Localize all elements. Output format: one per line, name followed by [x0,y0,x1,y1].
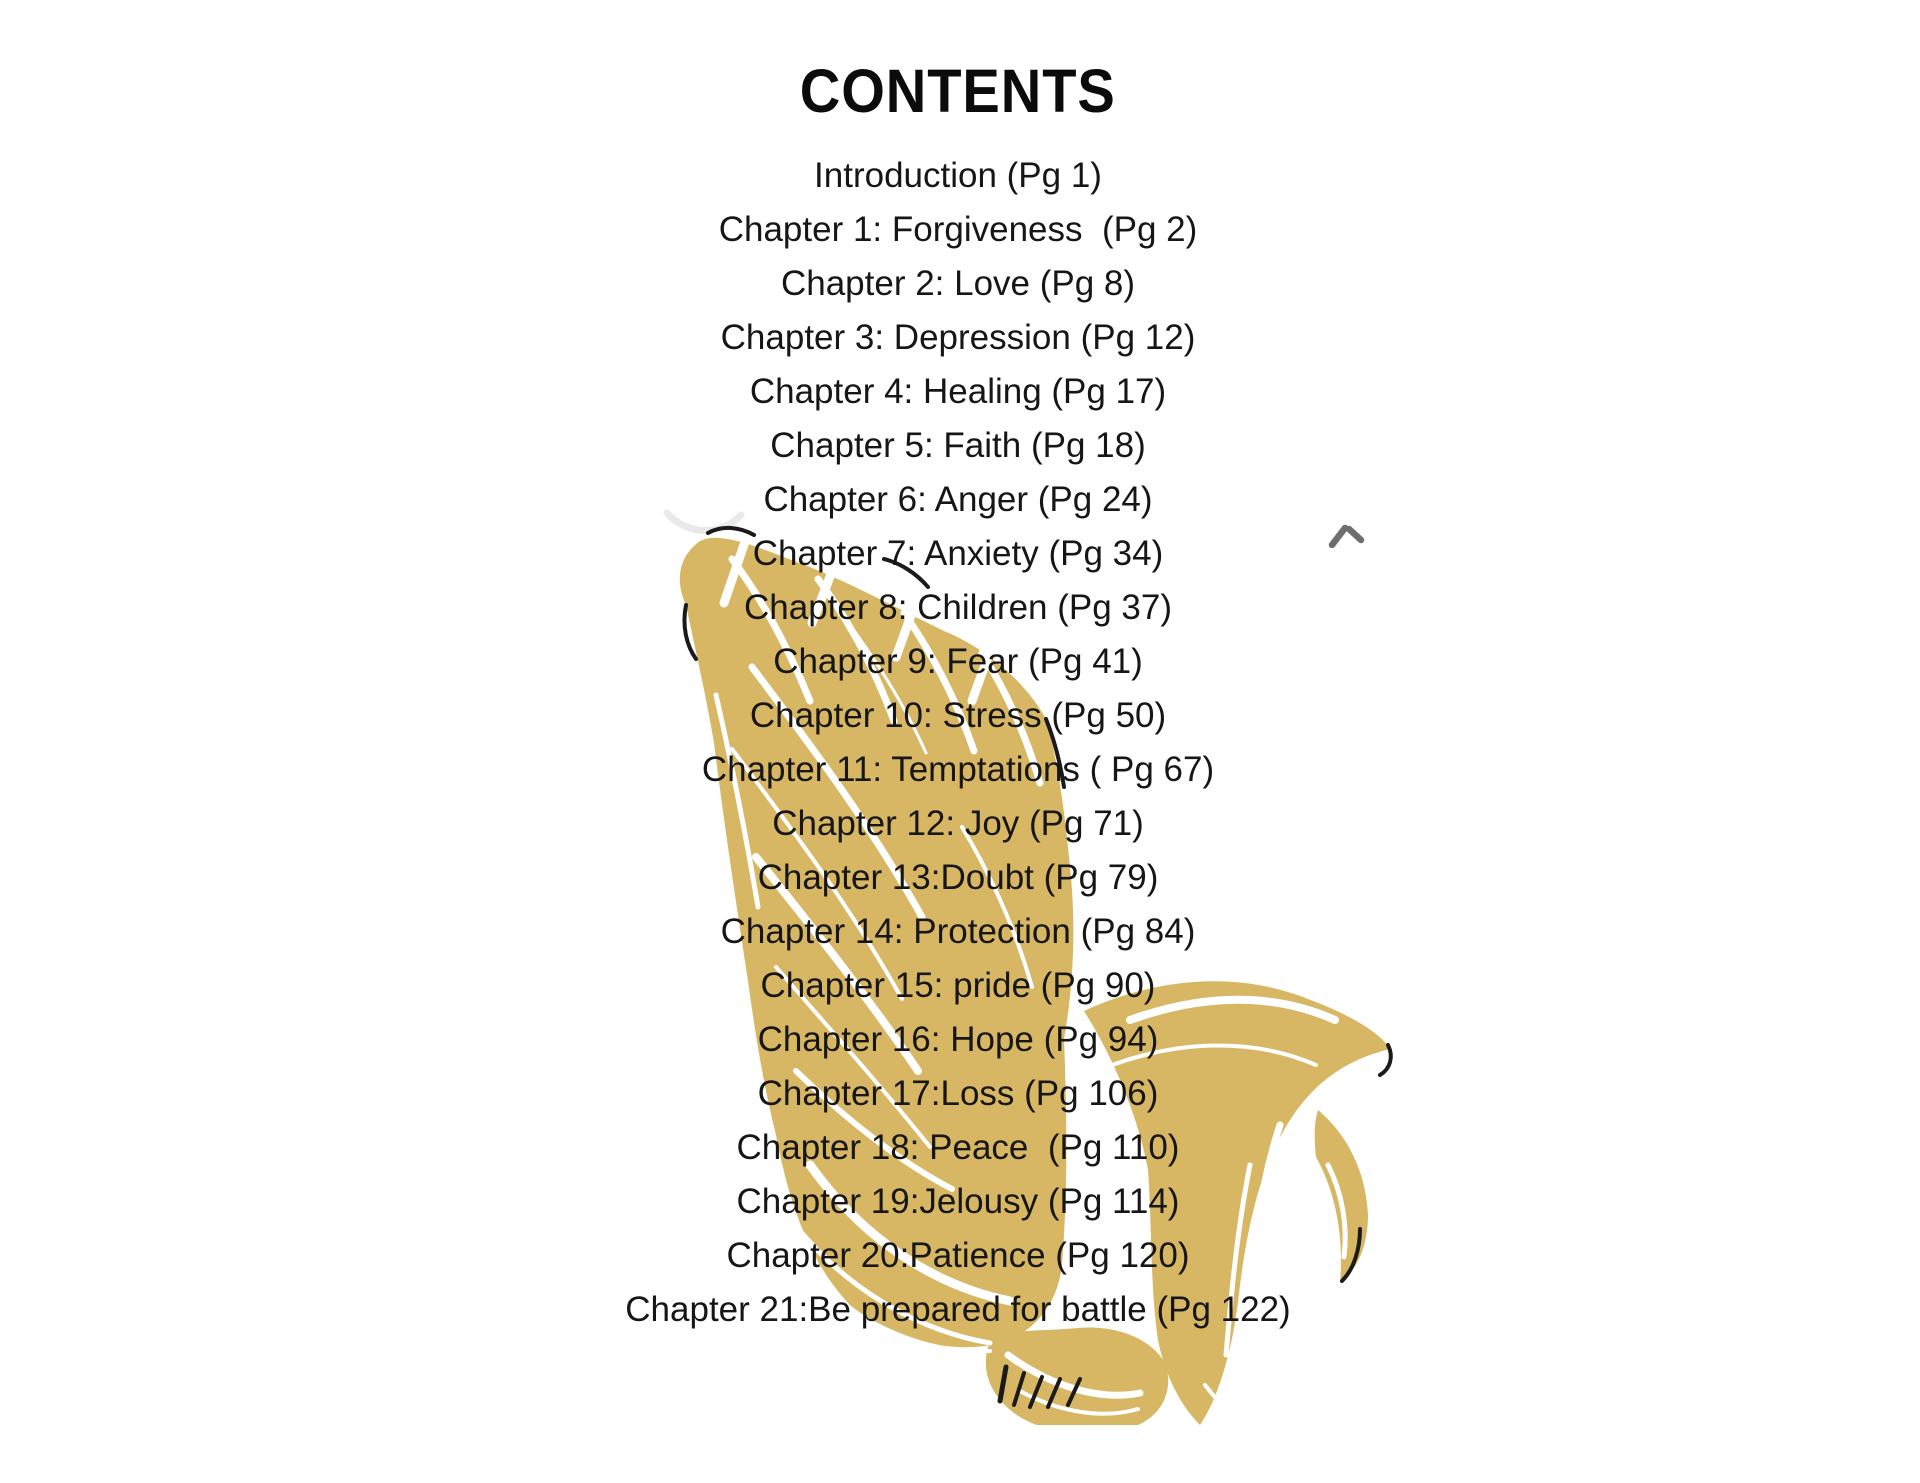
toc-entry-chapter-2: Chapter 2: Love (Pg 8) [780,264,1136,303]
toc-entry-chapter-11: Chapter 11: Temptations ( Pg 67) [701,750,1215,789]
toc-entry-introduction: Introduction (Pg 1) [814,156,1102,195]
page-title [0,54,1916,128]
toc-entry-chapter-1: Chapter 1: Forgiveness (Pg 2) [718,210,1198,249]
toc-entry-chapter-9: Chapter 9: Fear (Pg 41) [773,642,1143,681]
toc-entry-chapter-5: Chapter 5: Faith (Pg 18) [770,426,1146,465]
toc-entry-chapter-19: Chapter 19:Jelousy (Pg 114) [736,1182,1180,1221]
toc-entry-chapter-16: Chapter 16: Hope (Pg 94) [757,1020,1159,1059]
toc-entry-chapter-8: Chapter 8: Children (Pg 37) [744,588,1172,627]
toc-entry-chapter-17: Chapter 17:Loss (Pg 106) [757,1074,1159,1113]
toc-entry-chapter-10: Chapter 10: Stress (Pg 50) [749,696,1167,735]
toc-entry-chapter-4: Chapter 4: Healing (Pg 17) [749,372,1167,411]
toc-entry-chapter-6: Chapter 6: Anger (Pg 24) [763,480,1153,519]
toc-entry-chapter-21: Chapter 21:Be prepared for battle (Pg 122) [625,1290,1291,1329]
toc-entry-chapter-13: Chapter 13:Doubt (Pg 79) [757,858,1159,897]
toc-entry-chapter-12: Chapter 12: Joy (Pg 71) [772,804,1144,843]
toc-entry-chapter-14: Chapter 14: Protection (Pg 84) [720,912,1196,951]
table-of-contents [0,149,1916,1337]
toc-entry-chapter-7: Chapter 7: Anxiety (Pg 34) [752,534,1164,573]
toc-entry-chapter-3: Chapter 3: Depression (Pg 12) [720,318,1196,357]
page-title-text: CONTENTS [799,57,1117,125]
toc-entry-chapter-20: Chapter 20:Patience (Pg 120) [726,1236,1190,1275]
toc-entry-chapter-15: Chapter 15: pride (Pg 90) [760,966,1156,1005]
toc-entry-chapter-18: Chapter 18: Peace (Pg 110) [736,1128,1180,1167]
